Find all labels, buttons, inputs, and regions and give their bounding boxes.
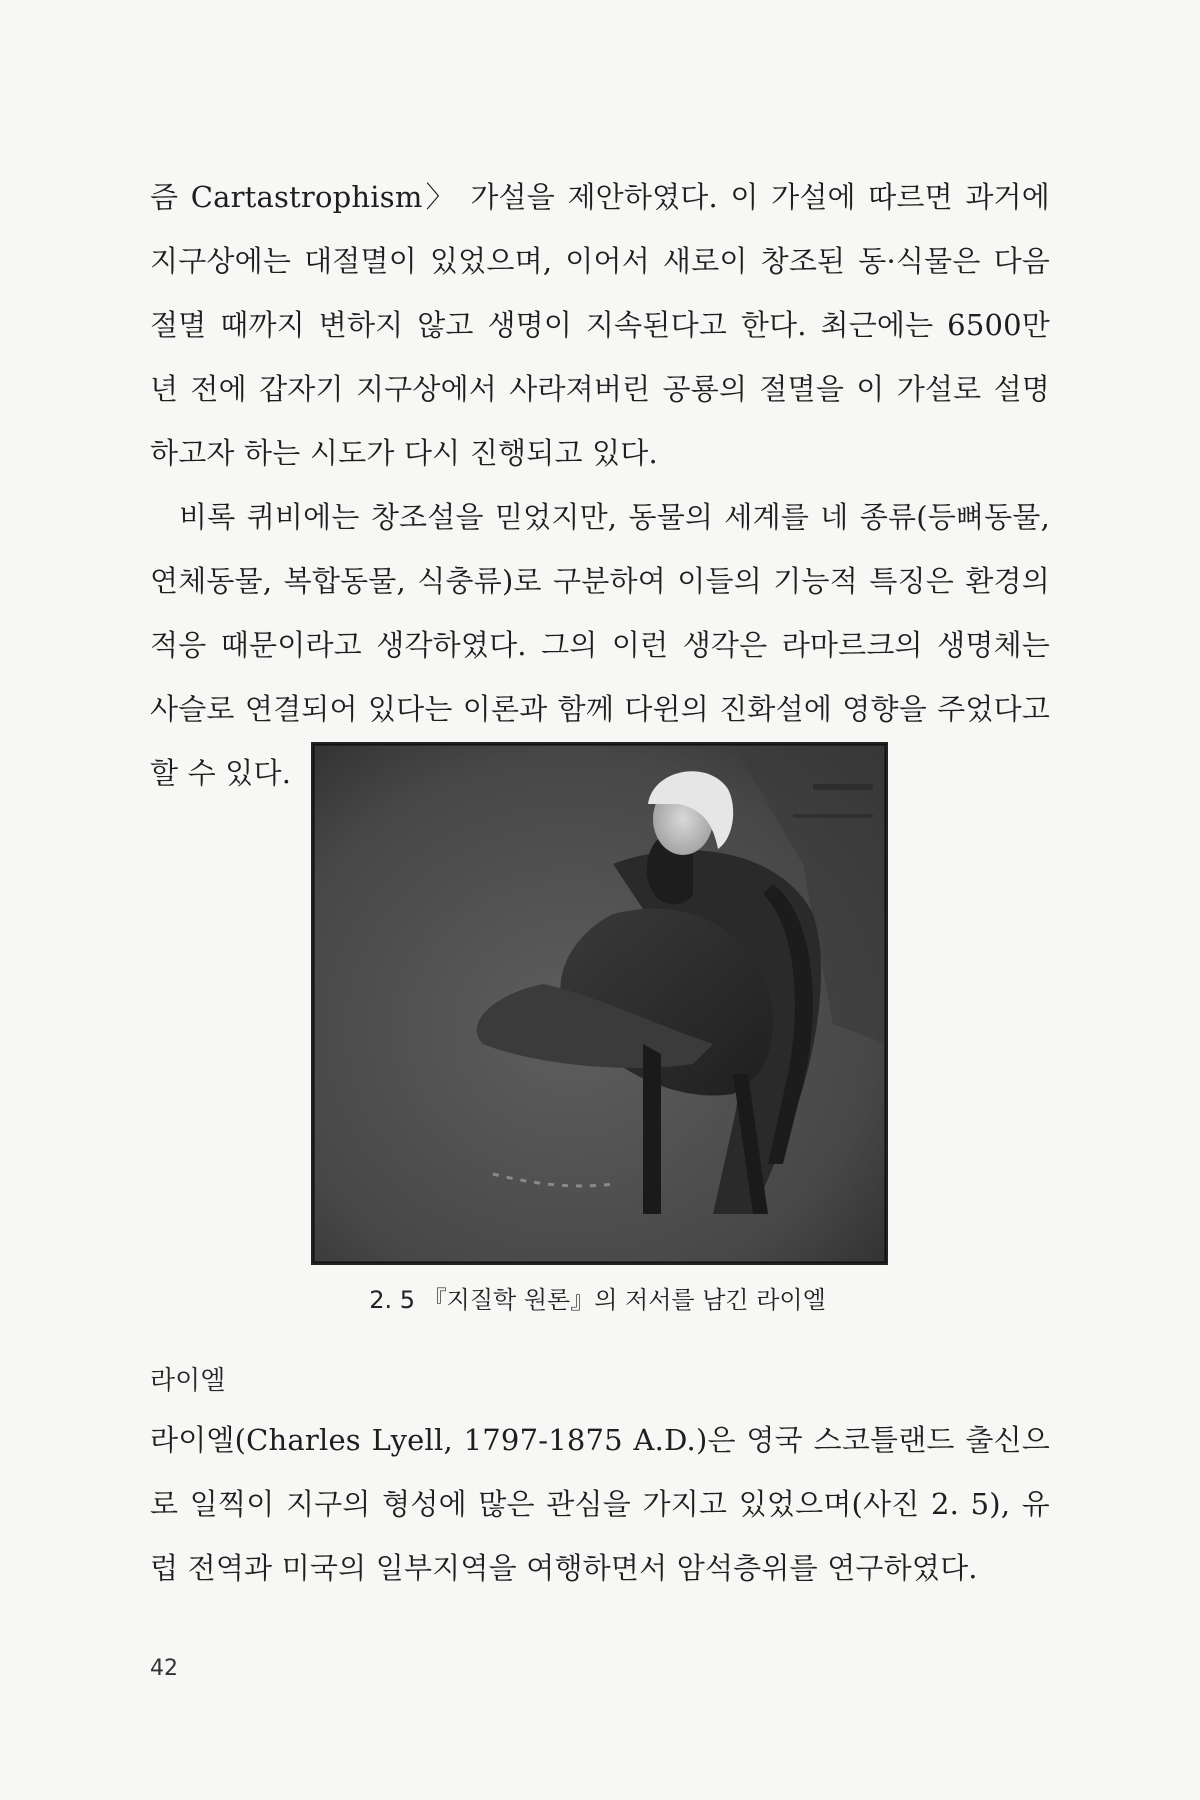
section-heading-lyell: 라이엘	[150, 1366, 226, 1396]
lyell-portrait-image	[313, 744, 886, 1263]
body-text-top	[150, 165, 1050, 805]
figure-lyell-photo	[311, 742, 888, 1265]
figure-caption: 2. 5 『지질학 원론』의 저서를 남긴 라이엘	[369, 1286, 826, 1314]
page-number: 42	[150, 1656, 178, 1681]
paragraph-lyell: 라이엘(Charles Lyell, 1797-1875 A.D.)은 영국 스코틀랜드 출신으로 일찍이 지구의 형성에 많은 관심을 가지고 있었으며(사진 2. 5), 유럽 전역과 미국의 일부지역을 여행하면서 암석층위를 연구하였다.	[150, 1423, 1050, 1585]
body-text-bottom	[150, 1408, 1050, 1600]
paragraph-cuvier: 비록 퀴비에는 창조설을 믿었지만, 동물의 세계를 네 종류(등뼈동물, 연체동물, 복합동물, 식충류)로 구분하여 이들의 기능적 특징은 환경의 적응 때문이라고 생각하였다. 그의 이런 생각은 라마르크의 생명체는 사슬로 연결되어 있다는 이론과 함께 다윈의 진화설에 영향을 주었다고 할 수 있다.	[150, 500, 1050, 790]
paragraph-catastrophism: 즘 Cartastrophism〉 가설을 제안하였다. 이 가설에 따르면 과거에 지구상에는 대절멸이 있었으며, 이어서 새로이 창조된 동·식물은 다음 절멸 때까지 변하지 않고 생명이 지속된다고 한다. 최근에는 6500만 년 전에 갑자기 지구상에서 사라져버린 공룡의 절멸을 이 가설로 설명하고자 하는 시도가 다시 진행되고 있다.	[150, 180, 1050, 470]
